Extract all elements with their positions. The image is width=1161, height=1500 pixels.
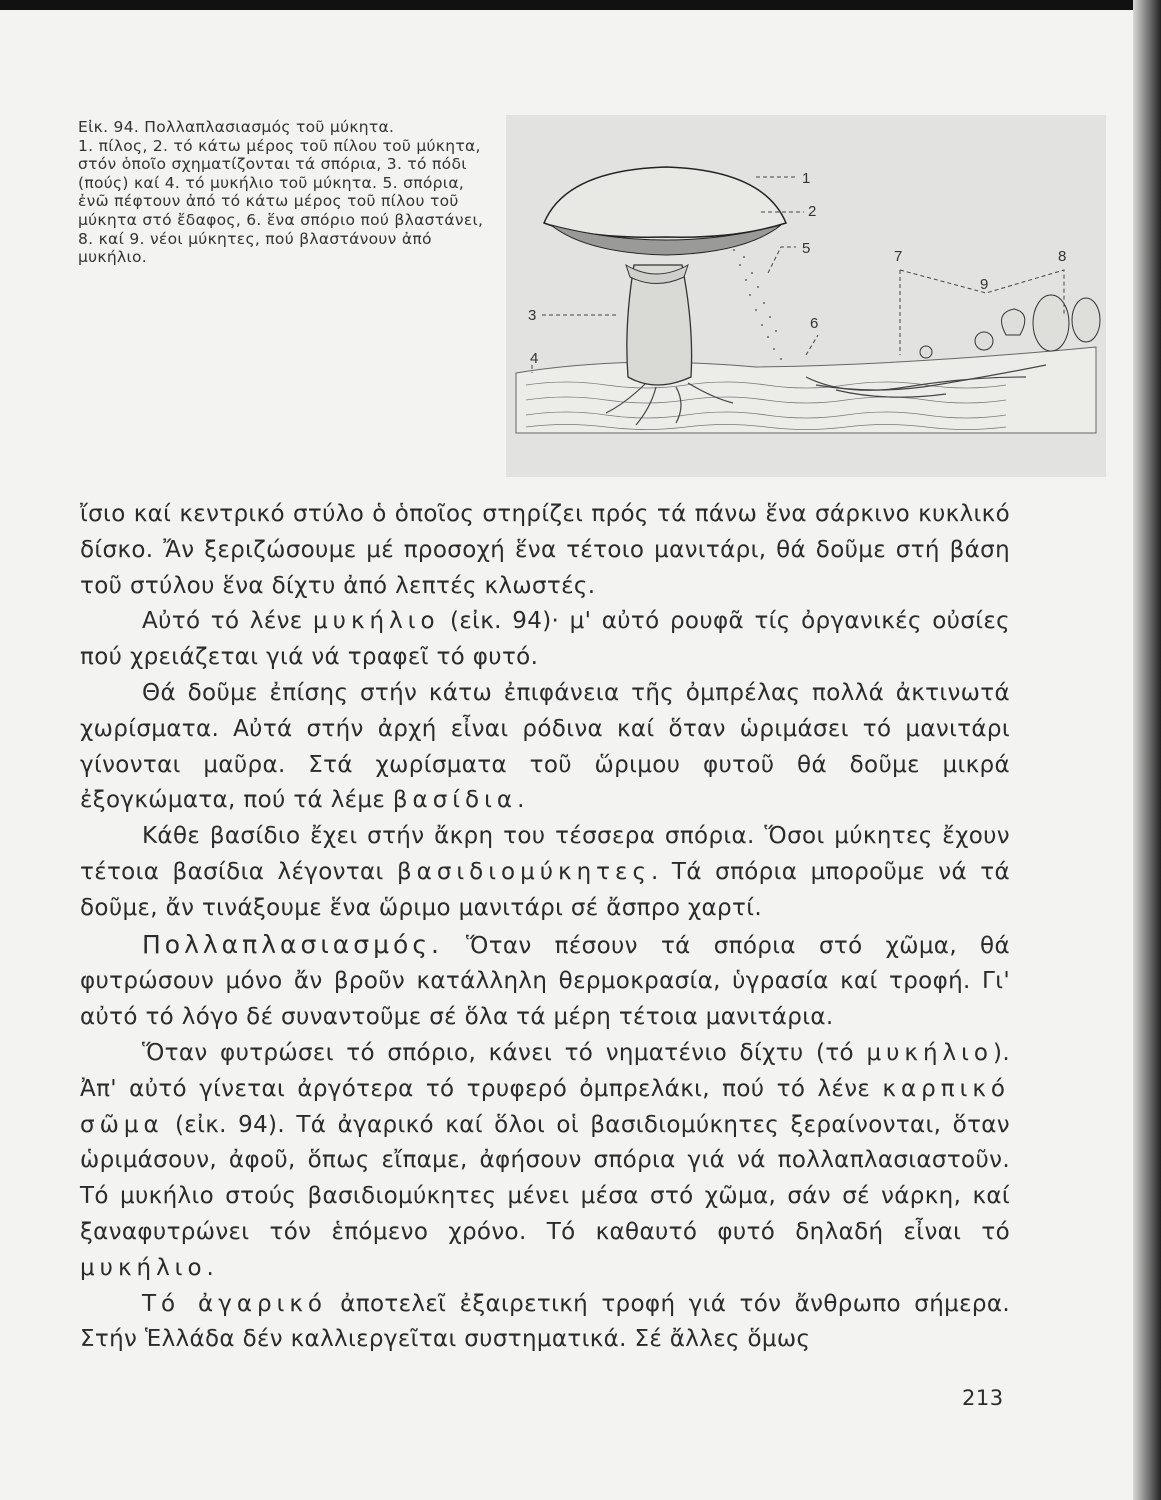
p6-text-b: ). Ἀπ' αὐτό γίνεται ἀργότερα τό τρυφερό ὀμπρελάκι, πού τό λένε <box>80 1039 1010 1102</box>
body-text <box>80 497 1010 1358</box>
label-6: 6 <box>810 315 819 332</box>
p3-text-b: . <box>517 787 525 814</box>
caption-title: Εἰκ. 94. Πολλαπλασιασμός τοῦ μύκητα. <box>78 118 395 136</box>
paragraph-6 <box>80 1036 1010 1287</box>
heading-multiplication: Πολλαπλασιασμός. <box>142 929 443 959</box>
label-3: 3 <box>528 307 537 324</box>
term-mycelium-2: μυκήλιο <box>866 1039 994 1066</box>
p5-text-a: Ὅταν πέσουν τά σπόρια στό χῶμα, θά φυτρώσουν μόνο ἄν βροῦν κατάλληλη θερμοκρασία, ὑγρασία καί τροφή. Γι' αὐτό τό λόγο δέ συναντοῦμε σέ ὅλα τά μέρη τέτοια μανιτάρια. <box>80 932 1010 1031</box>
paragraph-1: ἴσιο καί κεντρικό στύλο ὁ ὁποῖος στηρίζει πρός τά πάνω ἕνα σάρκινο κυκλικό δίσκο. Ἄν ξεριζώσουμε μέ προσοχή ἕνα τέτοιο μανιτάρι, θά δοῦμε στή βάση τοῦ στύλου ἕνα δίχτυ ἀπό λεπτές κλωστές. <box>80 501 1010 599</box>
mushroom-illustration <box>506 115 1106 477</box>
mushroom-drawing <box>506 115 1106 477</box>
label-1: 1 <box>802 170 811 187</box>
page-number: 213 <box>962 1386 1004 1410</box>
term-agaric: Τό ἀγαρικό <box>142 1290 328 1317</box>
mushroom-cap <box>544 167 786 237</box>
p4-text-a: Κάθε βασίδιο ἔχει στήν ἄκρη του τέσσερα σπόρια. Ὅσοι μύκητες ἔχουν τέτοια βασίδια λέγονται <box>80 823 1010 885</box>
label-4: 4 <box>530 350 539 367</box>
term-mycelium-3: μυκήλιο <box>80 1254 207 1281</box>
scan-top-edge <box>0 0 1161 10</box>
soil <box>516 347 1096 433</box>
p2-text-a: Αὐτό τό λένε <box>142 608 314 635</box>
label-9: 9 <box>980 276 989 293</box>
term-basidia: βασίδια <box>392 787 518 814</box>
p4-text-b: . Τά σπόρια μποροῦμε νά τά δοῦμε, ἄν τινάξουμε ἕνα ὥριμο μανιτάρι σέ ἄσπρο χαρτί. <box>80 858 1010 921</box>
falling-spores <box>733 249 782 360</box>
paragraph-3 <box>80 676 1010 819</box>
paragraph-2 <box>80 604 1010 676</box>
label-5: 5 <box>802 240 811 257</box>
p3-text-a: Θά δοῦμε ἐπίσης στήν κάτω ἐπιφάνεια τῆς ὀμπρέλας πολλά ἀκτινωτά χωρίσματα. Αὐτά στήν ἀρχή εἶναι ρόδινα καί ὅταν ὡριμάσει τό μανιτάρι γίνονται μαῦρα. Στά χωρίσματα τοῦ ὥριμου φυτοῦ θά δοῦμε μικρά ἐξογκώματα, πού τά λέμε <box>80 679 1010 814</box>
paragraph-5 <box>80 927 1010 1036</box>
p6-text-a: Ὅταν φυτρώσει τό σπόριο, κάνει τό νηματένιο δίχτυ (τό <box>142 1039 867 1066</box>
caption-text: 1. πίλος, 2. τό κάτω μέρος τοῦ πίλου τοῦ μύκητα, στόν ὁποῖο σχηματίζονται τά σπόρια, 3. τό πόδι (πούς) καί 4. τό μυκήλιο τοῦ μύκητα. 5. σπόρια, ἐνῶ πέφτουν ἀπό τό κάτω μέρος τοῦ πίλου τοῦ μύκητα στό ἔδαφος, 6. ἕνα σπόριο πού βλαστάνει, 8. καί 9. νέοι μύκητες, πού βλαστάνουν ἀπό μυκήλιο. <box>78 136 484 267</box>
term-fruiting-body: καρπικό σῶμα <box>80 1075 1010 1138</box>
p6-text-d: . <box>206 1254 215 1281</box>
label-2: 2 <box>808 203 817 220</box>
term-mycelium: μυκήλιο <box>313 608 440 635</box>
term-basidiomycetes: βασιδιομύκητες <box>396 858 651 885</box>
p2-text-b: (εἰκ. 94)· μ' αὐτό ρουφᾶ τίς ὀργανικές οὐσίες πού χρειάζεται γιά νά τραφεῖ τό φυτό. <box>80 608 1011 671</box>
p7-text-a: ἀποτελεῖ ἐξαιρετική τροφή γιά τόν ἄνθρωπο σήμερα. Στήν Ἑλλάδα δέν καλλιεργεῖται συστηματικά. Σέ ἄλλες ὅμως <box>80 1290 1011 1353</box>
paragraph-7 <box>80 1287 1010 1359</box>
scan-right-edge <box>1133 0 1161 1500</box>
figure-caption <box>78 118 490 267</box>
p6-text-c: (εἰκ. 94). Τά ἀγαρικό καί ὅλοι οἱ βασιδιομύκητες ξεραίνονται, ὅταν ὡριμάσουν, ἀφοῦ, ὅπως εἴπαμε, ἀφήσουν σπόρια γιά νά πολλαπλασιαστοῦν. Τό μυκήλιο στούς βασιδιομύκητες μένει μέσα στό χῶμα, σάν σέ νάρκη, καί ξαναφυτρώνει τόν ἑπόμενο χρόνο. Τό καθαυτό φυτό δηλαδή εἶναι τό <box>80 1111 1010 1245</box>
young-mushrooms <box>920 295 1100 358</box>
label-7: 7 <box>894 248 903 265</box>
label-8: 8 <box>1058 248 1067 265</box>
paragraph-4 <box>80 819 1010 926</box>
